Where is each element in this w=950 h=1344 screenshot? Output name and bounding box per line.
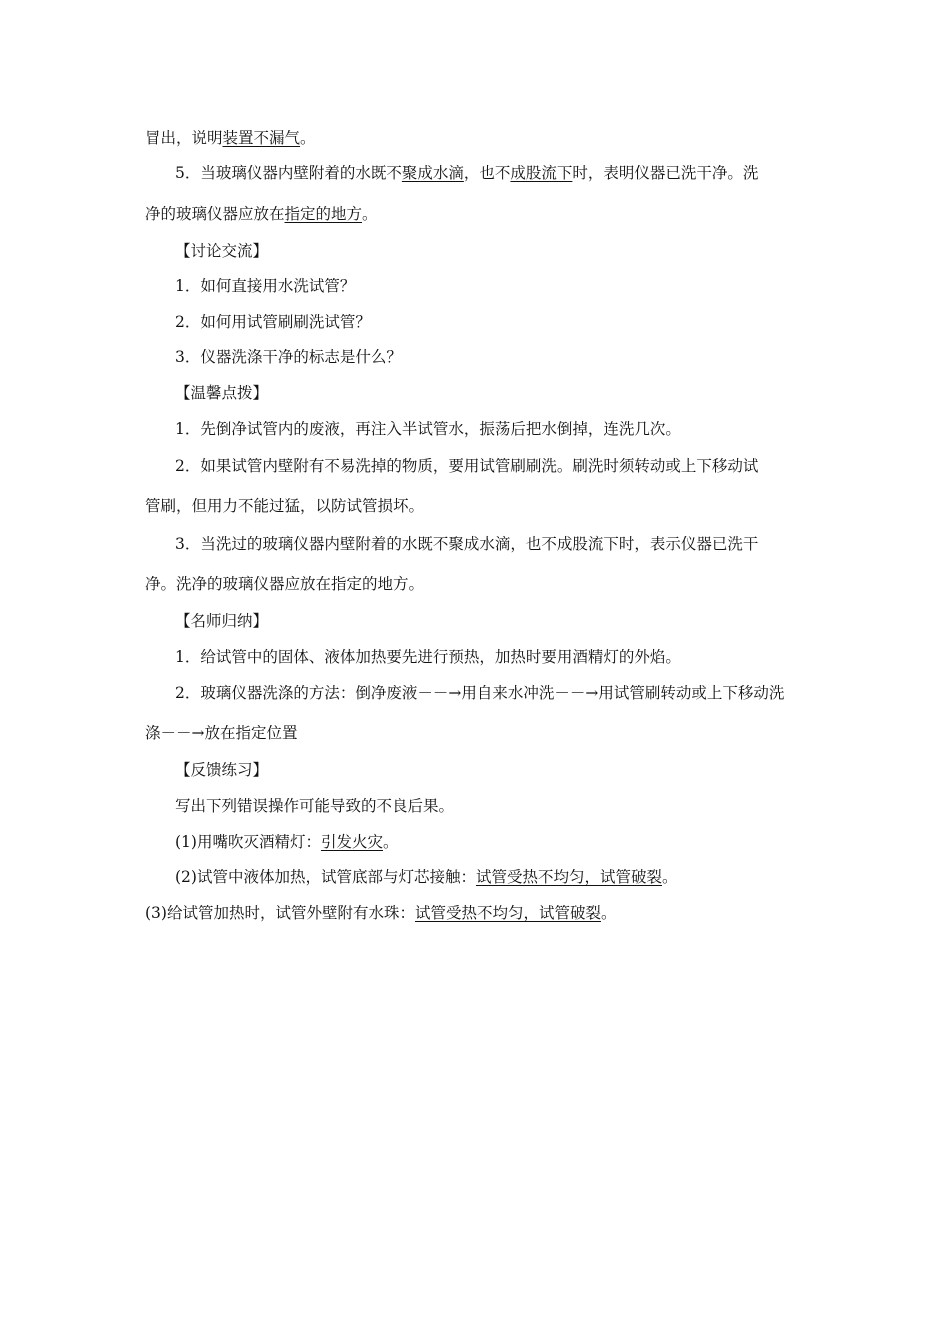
answer-underlined: 装置不漏气 bbox=[222, 129, 301, 147]
text: (3)给试管加热时，试管外壁附有水珠： bbox=[145, 904, 415, 922]
answer-underlined: 指定的地方 bbox=[284, 205, 363, 223]
exercise-intro: 写出下列错误操作可能导致的不良后果。 bbox=[175, 797, 455, 815]
section-heading-summary: 【名师归纳】 bbox=[175, 612, 269, 630]
tip-2: 2．如果试管内壁附有不易洗掉的物质，要用试管刷刷洗。刷洗时须转动或上下移动试 bbox=[175, 457, 759, 475]
answer-underlined: 成股流下 bbox=[510, 164, 573, 182]
question-3: 3．仪器洗涤干净的标志是什么？ bbox=[175, 348, 402, 366]
text: 时，表明仪器已洗干净。洗 bbox=[572, 164, 759, 182]
question-2: 2．如何用试管刷刷洗试管？ bbox=[175, 313, 371, 331]
tip-3: 3．当洗过的玻璃仪器内壁附着的水既不聚成水滴，也不成股流下时，表示仪器已洗干 bbox=[175, 535, 759, 553]
text: 净的玻璃仪器应放在 bbox=[145, 205, 285, 223]
section-heading-discussion: 【讨论交流】 bbox=[175, 242, 269, 260]
exercise-2 bbox=[175, 866, 810, 888]
paragraph-airtight-conclusion bbox=[145, 127, 810, 149]
text: 。 bbox=[600, 904, 617, 922]
text: 。 bbox=[300, 129, 316, 147]
tip-2-cont: 管刷，但用力不能过猛，以防试管损坏。 bbox=[145, 497, 425, 515]
text: 。 bbox=[661, 868, 678, 886]
answer-underlined: 引发火灾 bbox=[320, 833, 383, 851]
answer-underlined: 试管受热不均匀，试管破裂 bbox=[475, 868, 662, 886]
answer-underlined: 试管受热不均匀，试管破裂 bbox=[414, 904, 601, 922]
text: 5．当玻璃仪器内壁附着的水既不 bbox=[175, 164, 402, 182]
answer-underlined: 聚成水滴 bbox=[401, 164, 464, 182]
exercise-1 bbox=[175, 831, 810, 853]
text: (2)试管中液体加热，试管底部与灯芯接触： bbox=[175, 868, 476, 886]
summary-2: 2．玻璃仪器洗涤的方法：倒净废液－－→用自来水冲洗－－→用试管刷转动或上下移动洗 bbox=[175, 684, 785, 702]
text: 冒出，说明 bbox=[145, 129, 223, 147]
text: ，也不 bbox=[463, 164, 511, 182]
text: 。 bbox=[382, 833, 399, 851]
exercise-3 bbox=[145, 902, 810, 924]
text: (1)用嘴吹灭酒精灯： bbox=[175, 833, 321, 851]
tip-3-cont: 净。洗净的玻璃仪器应放在指定的地方。 bbox=[145, 575, 425, 593]
paragraph-item-5-cont bbox=[145, 203, 810, 225]
section-heading-tips: 【温馨点拨】 bbox=[175, 384, 269, 402]
paragraph-item-5 bbox=[175, 162, 810, 184]
tip-1: 1．先倒净试管内的废液，再注入半试管水，振荡后把水倒掉，连洗几次。 bbox=[175, 420, 681, 438]
text: 。 bbox=[362, 205, 378, 223]
section-heading-exercise: 【反馈练习】 bbox=[175, 761, 269, 779]
question-1: 1．如何直接用水洗试管？ bbox=[175, 277, 356, 295]
summary-2-cont: 涤－－→放在指定位置 bbox=[145, 724, 298, 742]
summary-1: 1．给试管中的固体、液体加热要先进行预热，加热时要用酒精灯的外焰。 bbox=[175, 648, 681, 666]
